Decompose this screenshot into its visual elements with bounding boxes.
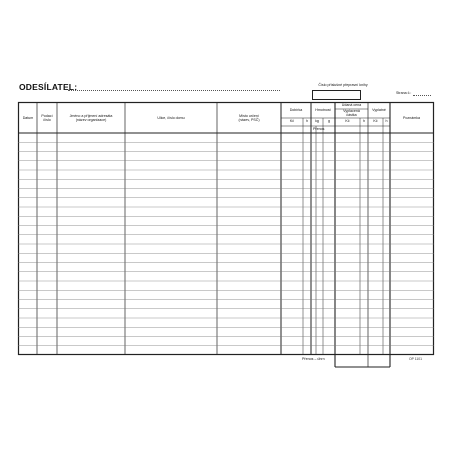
col-addressee-line-2: (název organizace) (75, 118, 107, 123)
col-date-header: Datum (22, 116, 34, 120)
col-cod-h: h (306, 119, 308, 123)
col-value-header: Hmotnost (315, 108, 331, 112)
col-serial-line-2: číslo (43, 118, 51, 123)
col-declared-line-3: částka (346, 113, 357, 118)
col-destination-header (217, 114, 281, 122)
sender-title: ODESÍLATEL: (19, 82, 78, 92)
table-rows (18, 142, 434, 346)
col-destination-line-2: (název, PSČ) (238, 118, 260, 123)
col-declared-header (335, 103, 368, 118)
col-declared-h: h (363, 119, 365, 123)
transfer-total-label: Přenos – úhrn (302, 357, 325, 361)
form-code: OP 1101 (409, 357, 423, 361)
col-addressee-header (57, 114, 125, 122)
page-number-label: Strana č.: (396, 91, 412, 95)
col-declared-line-2: Vyplacená (343, 109, 360, 114)
col-note-header: Poznámka (403, 116, 420, 120)
col-value-g: g (328, 119, 330, 123)
col-serial-header (37, 114, 57, 122)
col-addressee-line-1: Jméno a příjmení adresáta (69, 114, 113, 118)
col-cod-kc: Kč (289, 119, 295, 123)
transfer-top-label: Přenos (313, 127, 325, 131)
col-destination-line-1: Místo určení (239, 114, 259, 118)
col-payment-h: h (385, 119, 388, 123)
book-number-label: Číslo příslušné přepravní knihy (318, 83, 368, 87)
col-payment-kc: Kč (373, 119, 378, 123)
col-payment-header: Vyplatné (372, 108, 386, 112)
col-street-header: Ulice, číslo domu (157, 116, 185, 120)
col-declared-line-1: Udaná cena (341, 103, 362, 107)
col-declared-kc: Kč (345, 119, 350, 123)
col-value-kg: kg (315, 119, 319, 123)
col-serial-line-1: Podací (41, 114, 53, 118)
col-cod-header: Dobírka (289, 108, 303, 112)
